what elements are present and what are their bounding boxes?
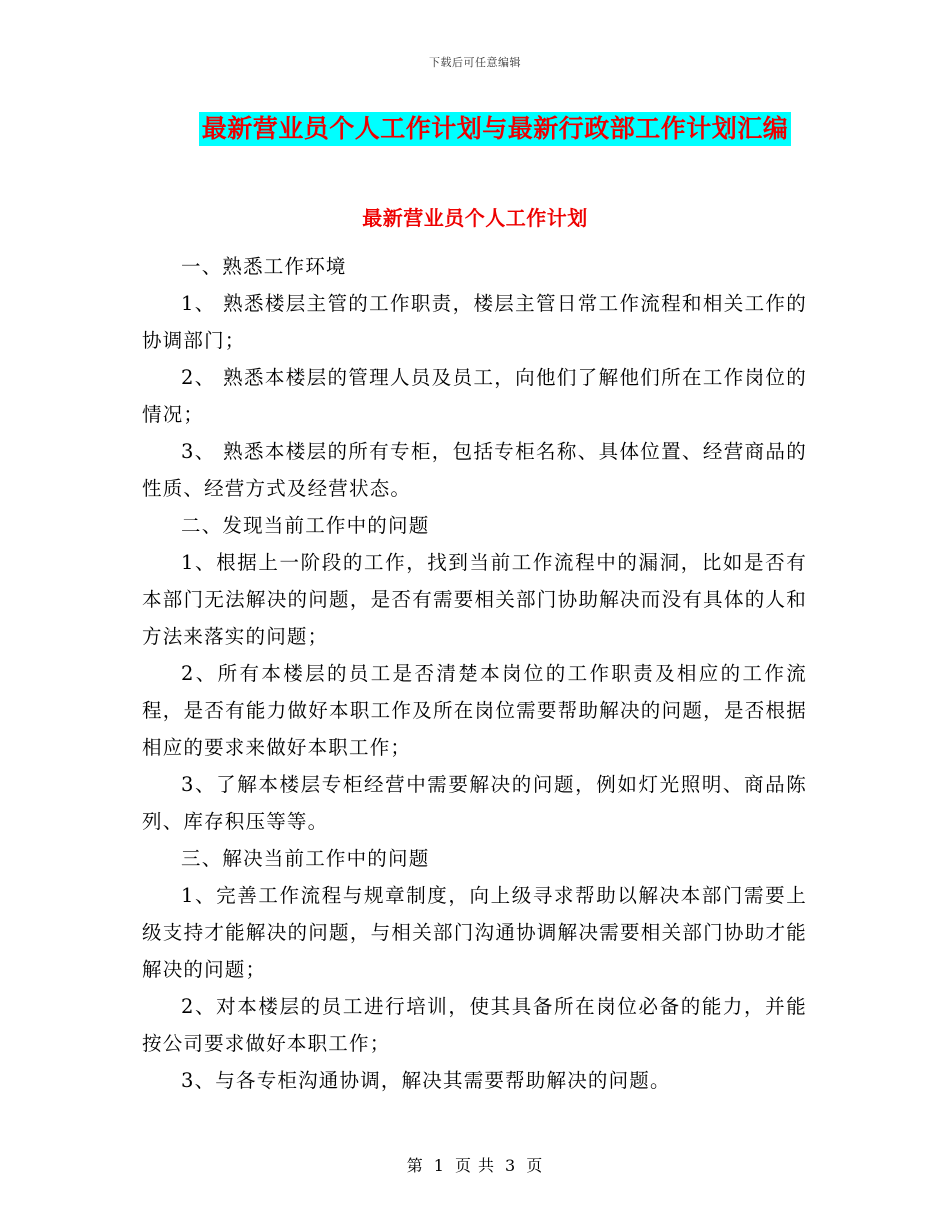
- paragraph: 2、 熟悉本楼层的管理人员及员工，向他们了解他们所在工作岗位的情况；: [142, 366, 807, 426]
- paragraph: 1、完善工作流程与规章制度，向上级寻求帮助以解决本部门需要上级支持才能解决的问题，与相关部门沟通协调解决需要相关部门协助才能解决的问题；: [142, 884, 807, 981]
- paragraph: 三、解决当前工作中的问题: [181, 847, 430, 870]
- section-title: 最新营业员个人工作计划: [362, 206, 588, 230]
- paragraph: 2、对本楼层的员工进行培训，使其具备所在岗位必备的能力，并能按公司要求做好本职工作；: [142, 995, 807, 1055]
- body-content: [142, 248, 807, 1099]
- header-note: 下载后可任意编辑: [429, 56, 521, 69]
- footer-prefix: 第: [406, 1156, 424, 1175]
- main-title: 最新营业员个人工作计划与最新行政部工作计划汇编: [199, 112, 792, 146]
- paragraph: 一、熟悉工作环境: [181, 255, 347, 278]
- paragraph: 1、根据上一阶段的工作，找到当前工作流程中的漏洞，比如是否有本部门无法解决的问题，是否有需要相关部门协助解决而没有具体的人和方法来落实的问题；: [142, 551, 807, 648]
- footer-suffix: 页: [526, 1156, 544, 1175]
- page-footer: [0, 1153, 950, 1176]
- paragraph: 2、所有本楼层的员工是否清楚本岗位的工作职责及相应的工作流程，是否有能力做好本职工作及所在岗位需要帮助解决的问题，是否根据相应的要求来做好本职工作；: [142, 662, 807, 759]
- footer-current-page: 1: [433, 1156, 445, 1175]
- paragraph: 1、 熟悉楼层主管的工作职责，楼层主管日常工作流程和相关工作的协调部门；: [142, 292, 807, 352]
- footer-mid: 页 共: [454, 1156, 496, 1175]
- paragraph: 3、了解本楼层专柜经营中需要解决的问题，例如灯光照明、商品陈列、库存积压等等。: [142, 773, 807, 833]
- main-title-wrap: [0, 112, 950, 146]
- footer-total-pages: 3: [505, 1156, 517, 1175]
- paragraph: 3、 熟悉本楼层的所有专柜，包括专柜名称、具体位置、经营商品的性质、经营方式及经营状态。: [142, 440, 807, 500]
- paragraph: 3、与各专柜沟通协调，解决其需要帮助解决的问题。: [181, 1069, 671, 1092]
- paragraph: 二、发现当前工作中的问题: [181, 514, 430, 537]
